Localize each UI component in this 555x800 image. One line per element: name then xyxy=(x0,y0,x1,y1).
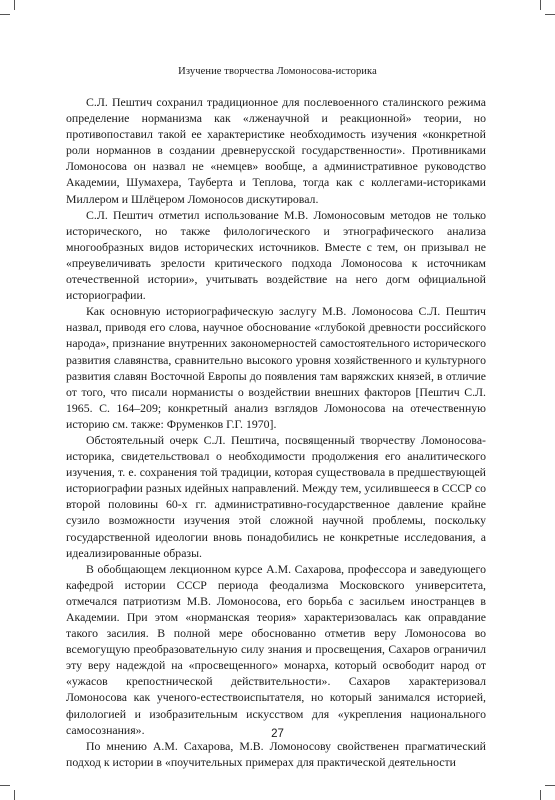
paragraph: Обстоятельный очерк С.Л. Пештича, посвященный творчеству Ломоносова-историка, свидетельствовал о необходимости продолжения его аналитического изучения, т. е. сохранения той традиции, которая существовала в предшествующей историографии разных идейных направлений. Между тем, усилившееся в СССР со второй половины 60-х гг. административно-государственное давление крайне сузило возможности изучения этой сложной научной проблемы, поскольку государственной идеологии вновь понадобились не конкретные исследования, а идеализированные образы. xyxy=(66,432,486,560)
crop-mark xyxy=(0,14,10,15)
running-header: Изучение творчества Ломоносова-историка xyxy=(178,66,377,77)
crop-mark xyxy=(545,785,555,786)
paragraph: Как основную историографическую заслугу М.В. Ломоносова С.Л. Пештич назвал, приводя его слова, научное обоснование «глубокой древности российского народа», признание внутренних закономерностей самостоятельного исторического развития славянства, сравнительно высокого уровня хозяйственного и культурного развития славян Восточной Европы до появления там варяжских князей, в отличие от того, что писали норманисты о воздействии внешних факторов [Пештич С.Л. 1965. С. 164–209; конкретный анализ взглядов Ломоносова на отечественную историю см. также: Фруменков Г.Г. 1970]. xyxy=(66,304,486,431)
paragraph: По мнению А.М. Сахарова, М.В. Ломоносову свойственен прагматический подход к истории в «поучительных примерах для практической деятельности xyxy=(66,738,486,769)
page-body xyxy=(66,94,486,770)
crop-mark xyxy=(0,785,10,786)
crop-mark xyxy=(545,14,555,15)
paragraph: В обобщающем лекционном курсе А.М. Сахарова, профессора и заведующего кафедрой истории СССР периода феодализма Московского университета, отмечался патриотизм М.В. Ломоносова, его борьба с засильем иностранцев в Академии. При этом «норманская теория» характеризовалась как оправдание такого засилия. В полной мере обоснованно отметив веру Ломоносова во всемогущую преобразовательную силу знания и просвещения, Сахаров ограничил эту веру надеждой на «просвещенного» монарха, который освободит народ от «ужасов крепостнической действительности». Сахаров характеризовал Ломоносова как ученого-естествоиспытателя, но который занимался историей, филологией и изобразительным искусством для «укрепления национального самосознания». xyxy=(66,561,486,737)
page-number: 27 xyxy=(271,728,284,740)
crop-mark xyxy=(14,0,15,10)
crop-mark xyxy=(14,790,15,800)
paragraph: С.Л. Пештич сохранил традиционное для послевоенного сталинского режима определение норманизма как «лженаучной и реакционной» теории, но противопоставил такой ее характеристике необходимость изучения «конкретной роли норманнов в создании древнерусской государственности». Противниками Ломоносова он назвал не «немцев» вообще, а административное руководство Академии, Шумахера, Тауберта и Теплова, тогда как с коллегами-историками Миллером и Шлёцером Ломоносов дискутировал. xyxy=(66,95,486,206)
crop-mark xyxy=(540,790,541,800)
paragraph: С.Л. Пештич отметил использование М.В. Ломоносовым методов не только исторического, но также филологического и этнографического анализа многообразных видов исторических источников. Вместе с тем, он призывал не «преувеличивать зрелости критического подхода Ломоносова к источникам отечественной истории», учитывать воздействие на него догм официальной историографии. xyxy=(66,207,486,303)
crop-mark xyxy=(540,0,541,10)
